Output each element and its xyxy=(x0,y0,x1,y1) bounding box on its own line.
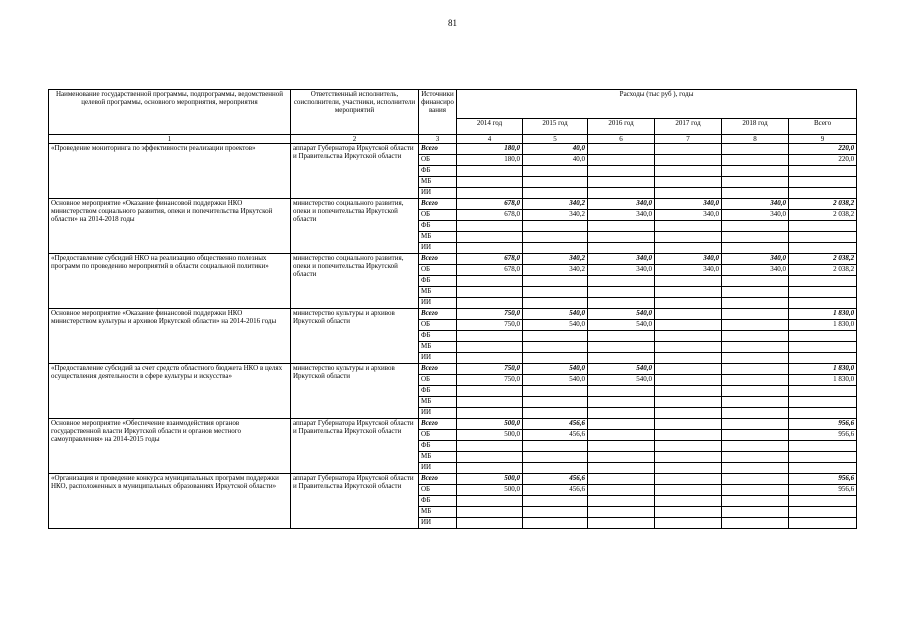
expense-value: 340,0 xyxy=(722,199,789,210)
expense-value: 2 038,2 xyxy=(789,265,857,276)
table-row xyxy=(49,199,857,210)
expense-value xyxy=(588,342,655,353)
expense-value xyxy=(722,155,789,166)
expense-value xyxy=(655,496,722,507)
expense-value: 956,6 xyxy=(789,419,857,430)
column-index: 9 xyxy=(789,135,857,144)
column-index: 8 xyxy=(722,135,789,144)
executor: аппарат Губернатора Иркутской области и Правительства Иркутской области xyxy=(291,474,419,529)
expense-value xyxy=(523,276,588,287)
funding-source: ОБ xyxy=(419,320,457,331)
funding-source: Всего xyxy=(419,199,457,210)
expense-value xyxy=(789,221,857,232)
column-index: 7 xyxy=(655,135,722,144)
funding-source: ФБ xyxy=(419,221,457,232)
column-index: 4 xyxy=(457,135,523,144)
expense-value xyxy=(789,166,857,177)
expense-value xyxy=(655,287,722,298)
executor: министерство культуры и архивов Иркутской области xyxy=(291,309,419,364)
page-number: 81 xyxy=(448,18,457,28)
expense-value xyxy=(655,518,722,529)
expense-value xyxy=(722,188,789,199)
expense-value xyxy=(523,232,588,243)
expense-value xyxy=(722,430,789,441)
expense-value xyxy=(588,221,655,232)
expense-value xyxy=(722,243,789,254)
expense-value: 456,6 xyxy=(523,419,588,430)
expense-value xyxy=(722,441,789,452)
expense-value: 340,0 xyxy=(655,254,722,265)
expense-value: 220,0 xyxy=(789,144,857,155)
expense-value xyxy=(523,177,588,188)
expense-value: 340,0 xyxy=(655,210,722,221)
column-index: 3 xyxy=(419,135,457,144)
funding-source: ОБ xyxy=(419,430,457,441)
header-year: 2018 год xyxy=(722,119,789,135)
expense-value xyxy=(523,386,588,397)
column-index: 2 xyxy=(291,135,419,144)
funding-source: ФБ xyxy=(419,441,457,452)
expense-value xyxy=(722,375,789,386)
expense-value xyxy=(588,331,655,342)
expense-value xyxy=(789,353,857,364)
funding-source: ИИ xyxy=(419,518,457,529)
expense-value xyxy=(523,166,588,177)
expense-value xyxy=(789,331,857,342)
expense-value: 2 038,2 xyxy=(789,210,857,221)
expense-value xyxy=(655,188,722,199)
expense-value xyxy=(588,276,655,287)
expense-value: 2 038,2 xyxy=(789,199,857,210)
expense-value xyxy=(588,397,655,408)
header-year: 2015 год xyxy=(523,119,588,135)
header-year: 2017 год xyxy=(655,119,722,135)
expense-value xyxy=(722,485,789,496)
expense-value xyxy=(655,419,722,430)
expense-value xyxy=(722,408,789,419)
expense-value: 956,6 xyxy=(789,430,857,441)
expense-value: 340,0 xyxy=(722,254,789,265)
expense-value xyxy=(789,386,857,397)
expense-value xyxy=(722,177,789,188)
expense-value xyxy=(655,452,722,463)
expense-value xyxy=(523,287,588,298)
header-year: 2016 год xyxy=(588,119,655,135)
expense-value xyxy=(588,474,655,485)
funding-source: МБ xyxy=(419,452,457,463)
expense-value xyxy=(722,386,789,397)
expense-value xyxy=(588,287,655,298)
header-executor: Ответственный исполнитель, соисполнители, участники, исполнители мероприятий xyxy=(291,90,419,135)
expense-value xyxy=(457,441,523,452)
expense-value: 750,0 xyxy=(457,320,523,331)
funding-source: ФБ xyxy=(419,166,457,177)
expense-value xyxy=(655,441,722,452)
expense-value xyxy=(789,276,857,287)
expense-value: 750,0 xyxy=(457,364,523,375)
expense-value: 540,0 xyxy=(588,320,655,331)
expense-value xyxy=(655,298,722,309)
expense-value xyxy=(655,320,722,331)
funding-source: Всего xyxy=(419,419,457,430)
expense-value xyxy=(457,386,523,397)
expense-value xyxy=(789,298,857,309)
expense-value: 340,0 xyxy=(722,210,789,221)
expense-value xyxy=(789,342,857,353)
expense-value xyxy=(523,353,588,364)
expense-value xyxy=(655,364,722,375)
funding-source: ФБ xyxy=(419,496,457,507)
expense-value xyxy=(588,155,655,166)
expense-value xyxy=(588,188,655,199)
expense-value xyxy=(588,386,655,397)
expense-value xyxy=(588,353,655,364)
header-expenses: Расходы (тыс руб ), годы xyxy=(457,90,857,119)
expense-value: 340,0 xyxy=(655,265,722,276)
expense-value xyxy=(457,331,523,342)
expense-value xyxy=(655,309,722,320)
expense-value xyxy=(789,496,857,507)
expense-value xyxy=(722,419,789,430)
expense-value xyxy=(523,331,588,342)
expense-value: 750,0 xyxy=(457,375,523,386)
expense-value xyxy=(523,397,588,408)
expense-value xyxy=(523,441,588,452)
table-row xyxy=(49,419,857,430)
expense-value: 540,0 xyxy=(523,364,588,375)
expense-value xyxy=(523,342,588,353)
expense-value xyxy=(457,518,523,529)
activity-name: Основное мероприятие «Оказание финансовой поддержки НКО министерством культуры и архивов Иркутской области» на 2014-2016 годы xyxy=(49,309,291,364)
header-year: Всего xyxy=(789,119,857,135)
expense-value xyxy=(523,243,588,254)
expense-value xyxy=(722,166,789,177)
expense-value xyxy=(457,177,523,188)
activity-name: «Предоставление субсидий за счет средств областного бюджета НКО в целях осуществления деятельности в сфере культуры и искусства» xyxy=(49,364,291,419)
expense-value xyxy=(655,353,722,364)
expense-value xyxy=(588,463,655,474)
expense-value xyxy=(588,144,655,155)
header-source: Источники финансиро вания xyxy=(419,90,457,135)
expense-value xyxy=(722,276,789,287)
expense-value xyxy=(655,232,722,243)
expense-value xyxy=(457,496,523,507)
expense-value xyxy=(722,309,789,320)
expense-value xyxy=(789,518,857,529)
expense-value: 2 038,2 xyxy=(789,254,857,265)
header-name: Наименование государственной программы, подпрограммы, ведомственной целевой программы, основного мероприятия, мероприятия xyxy=(49,90,291,135)
expense-value: 340,0 xyxy=(655,199,722,210)
expense-value xyxy=(722,331,789,342)
expense-value xyxy=(588,518,655,529)
expense-value xyxy=(789,177,857,188)
expense-value xyxy=(655,221,722,232)
expense-value xyxy=(588,232,655,243)
column-index: 1 xyxy=(49,135,291,144)
expense-value xyxy=(457,452,523,463)
funding-source: МБ xyxy=(419,397,457,408)
funding-source: ОБ xyxy=(419,210,457,221)
expense-value: 678,0 xyxy=(457,210,523,221)
funding-source: МБ xyxy=(419,232,457,243)
table-row xyxy=(49,254,857,265)
expense-value xyxy=(789,397,857,408)
funding-source: ИИ xyxy=(419,463,457,474)
expense-value: 956,6 xyxy=(789,474,857,485)
expense-value xyxy=(457,232,523,243)
expense-value xyxy=(655,177,722,188)
funding-source: ОБ xyxy=(419,485,457,496)
expense-value: 220,0 xyxy=(789,155,857,166)
expense-value xyxy=(655,243,722,254)
expense-value: 180,0 xyxy=(457,144,523,155)
funding-source: ИИ xyxy=(419,353,457,364)
expense-value: 180,0 xyxy=(457,155,523,166)
expense-value xyxy=(722,342,789,353)
expense-value xyxy=(789,463,857,474)
expense-value xyxy=(655,507,722,518)
expense-value xyxy=(722,320,789,331)
expense-value xyxy=(655,474,722,485)
header-year: 2014 год xyxy=(457,119,523,135)
expense-value xyxy=(655,430,722,441)
expense-value xyxy=(655,144,722,155)
expense-value: 540,0 xyxy=(523,375,588,386)
expense-value xyxy=(457,408,523,419)
funding-source: Всего xyxy=(419,309,457,320)
funding-source: МБ xyxy=(419,507,457,518)
expense-value xyxy=(789,452,857,463)
expense-value: 540,0 xyxy=(523,309,588,320)
expense-value xyxy=(457,342,523,353)
expense-value xyxy=(789,232,857,243)
expense-value: 1 830,0 xyxy=(789,375,857,386)
table-row xyxy=(49,364,857,375)
funding-source: ФБ xyxy=(419,276,457,287)
expense-value xyxy=(722,452,789,463)
expense-value xyxy=(457,166,523,177)
expense-value: 1 830,0 xyxy=(789,364,857,375)
expense-value xyxy=(655,375,722,386)
activity-name: «Проведение мониторинга по эффективности реализации проектов» xyxy=(49,144,291,199)
table-row xyxy=(49,144,857,155)
funding-source: Всего xyxy=(419,144,457,155)
expense-value: 456,6 xyxy=(523,474,588,485)
activity-name: Основное мероприятие «Обеспечение взаимодействия органов государственной власти Иркутской области и органов местного самоуправления» на 2014-2015 годы xyxy=(49,419,291,474)
expense-value xyxy=(655,331,722,342)
expense-value xyxy=(655,463,722,474)
expense-value: 500,0 xyxy=(457,419,523,430)
expense-value: 340,0 xyxy=(588,265,655,276)
expense-value xyxy=(655,408,722,419)
expense-value xyxy=(457,353,523,364)
expense-value xyxy=(588,441,655,452)
funding-source: МБ xyxy=(419,287,457,298)
funding-source: ОБ xyxy=(419,155,457,166)
expense-value xyxy=(722,144,789,155)
expense-value: 40,0 xyxy=(523,144,588,155)
expense-value xyxy=(457,221,523,232)
expense-value xyxy=(722,353,789,364)
expense-value: 1 830,0 xyxy=(789,309,857,320)
expense-value xyxy=(523,463,588,474)
funding-source: МБ xyxy=(419,342,457,353)
funding-source: ИИ xyxy=(419,243,457,254)
expense-value xyxy=(722,474,789,485)
expense-value xyxy=(789,188,857,199)
expense-value xyxy=(588,452,655,463)
activity-name: «Организация и проведение конкурса муниципальных программ поддержки НКО, расположенных в муниципальных образованиях Иркутской области» xyxy=(49,474,291,529)
expense-value xyxy=(655,342,722,353)
expense-value xyxy=(588,243,655,254)
expense-value xyxy=(655,155,722,166)
funding-source: Всего xyxy=(419,254,457,265)
expense-value xyxy=(457,397,523,408)
expense-value xyxy=(588,496,655,507)
funding-source: ИИ xyxy=(419,188,457,199)
expense-value: 678,0 xyxy=(457,199,523,210)
expense-value: 456,6 xyxy=(523,430,588,441)
expense-value xyxy=(789,441,857,452)
expense-value: 540,0 xyxy=(588,375,655,386)
expense-value xyxy=(655,276,722,287)
expense-value: 678,0 xyxy=(457,265,523,276)
expense-value xyxy=(588,408,655,419)
expense-value xyxy=(457,188,523,199)
expense-value xyxy=(789,507,857,518)
funding-source: ИИ xyxy=(419,408,457,419)
expense-value: 500,0 xyxy=(457,485,523,496)
expense-value xyxy=(722,397,789,408)
expenses-table xyxy=(48,89,857,529)
expense-value xyxy=(722,287,789,298)
funding-source: ФБ xyxy=(419,386,457,397)
expense-value: 500,0 xyxy=(457,474,523,485)
expense-value xyxy=(789,408,857,419)
expense-value xyxy=(722,463,789,474)
table-row xyxy=(49,474,857,485)
expense-value: 678,0 xyxy=(457,254,523,265)
expense-value xyxy=(722,364,789,375)
expense-value: 750,0 xyxy=(457,309,523,320)
expense-value xyxy=(523,298,588,309)
expense-value xyxy=(722,221,789,232)
expense-value xyxy=(523,221,588,232)
expense-value: 340,2 xyxy=(523,210,588,221)
executor: аппарат Губернатора Иркутской области и Правительства Иркутской области xyxy=(291,144,419,199)
table-row xyxy=(49,309,857,320)
executor: аппарат Губернатора Иркутской области и Правительства Иркутской области xyxy=(291,419,419,474)
activity-name: Основное мероприятие «Оказание финансовой поддержки НКО министерством социального развития, опеки и попечительства Иркутской области» на 2014-2018 годы xyxy=(49,199,291,254)
expense-value: 956,6 xyxy=(789,485,857,496)
expense-value xyxy=(789,243,857,254)
executor: министерство социального развития, опеки и попечительства Иркутской области xyxy=(291,199,419,254)
expense-value: 340,2 xyxy=(523,254,588,265)
expense-value xyxy=(722,518,789,529)
expense-value xyxy=(722,298,789,309)
funding-source: ИИ xyxy=(419,298,457,309)
executor: министерство культуры и архивов Иркутской области xyxy=(291,364,419,419)
column-index: 5 xyxy=(523,135,588,144)
expense-value xyxy=(523,452,588,463)
expense-value: 540,0 xyxy=(588,309,655,320)
expense-value: 500,0 xyxy=(457,430,523,441)
expense-value xyxy=(523,496,588,507)
expense-value: 40,0 xyxy=(523,155,588,166)
expense-value xyxy=(655,397,722,408)
expense-value xyxy=(588,298,655,309)
expense-value xyxy=(523,518,588,529)
funding-source: ОБ xyxy=(419,375,457,386)
expense-value xyxy=(523,408,588,419)
expense-value xyxy=(523,507,588,518)
expense-value xyxy=(588,485,655,496)
expense-value xyxy=(722,507,789,518)
expense-value xyxy=(655,166,722,177)
column-index: 6 xyxy=(588,135,655,144)
activity-name: «Предоставление субсидий НКО на реализацию общественно полезных программ по проведению мероприятий в области социальной политики» xyxy=(49,254,291,309)
expense-value xyxy=(588,419,655,430)
expense-value: 340,0 xyxy=(722,265,789,276)
expense-value: 340,2 xyxy=(523,265,588,276)
funding-source: Всего xyxy=(419,474,457,485)
expense-value xyxy=(588,507,655,518)
expense-value xyxy=(457,276,523,287)
expense-value xyxy=(588,430,655,441)
expense-value xyxy=(722,496,789,507)
expense-value xyxy=(523,188,588,199)
expense-value: 540,0 xyxy=(588,364,655,375)
expense-value: 540,0 xyxy=(523,320,588,331)
expense-value xyxy=(457,298,523,309)
executor: министерство социального развития, опеки и попечительства Иркутской области xyxy=(291,254,419,309)
expense-value: 340,2 xyxy=(523,199,588,210)
expense-value: 340,0 xyxy=(588,199,655,210)
expense-value: 340,0 xyxy=(588,254,655,265)
expense-value xyxy=(457,463,523,474)
funding-source: ФБ xyxy=(419,331,457,342)
expense-value xyxy=(588,177,655,188)
expense-value xyxy=(655,386,722,397)
expense-value xyxy=(457,507,523,518)
expense-value xyxy=(588,166,655,177)
funding-source: Всего xyxy=(419,364,457,375)
expense-value: 340,0 xyxy=(588,210,655,221)
expense-value: 1 830,0 xyxy=(789,320,857,331)
expense-value xyxy=(457,243,523,254)
expense-value xyxy=(789,287,857,298)
funding-source: МБ xyxy=(419,177,457,188)
expense-value xyxy=(722,232,789,243)
funding-source: ОБ xyxy=(419,265,457,276)
expense-value xyxy=(457,287,523,298)
expense-value: 456,6 xyxy=(523,485,588,496)
expense-value xyxy=(655,485,722,496)
